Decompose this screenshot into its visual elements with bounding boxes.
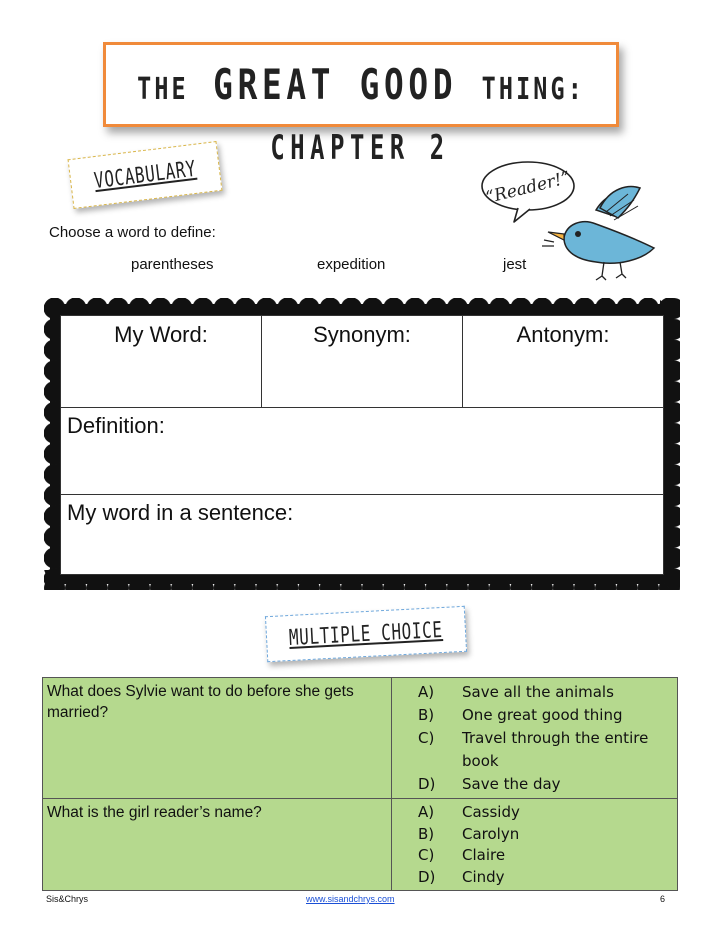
sentence-field[interactable]: My word in a sentence: bbox=[67, 500, 294, 525]
vocabulary-tag: VOCABULARY bbox=[68, 141, 223, 209]
question-1-options bbox=[392, 678, 678, 799]
option-item[interactable]: A) Cassidy bbox=[418, 803, 520, 821]
option-item[interactable]: D) Cindy bbox=[418, 867, 505, 886]
vocab-table bbox=[60, 315, 664, 575]
option-item[interactable]: B) One great good thing bbox=[418, 706, 623, 724]
page-number: 6 bbox=[660, 894, 666, 904]
option-item[interactable]: B) Carolyn bbox=[418, 824, 520, 843]
question-1: What does Sylvie want to do before she gets married? bbox=[43, 678, 392, 799]
chapter-subtitle: CHAPTER 2 bbox=[270, 128, 450, 168]
footer-brand: Sis&Chrys bbox=[46, 894, 89, 904]
synonym-field[interactable]: Synonym: bbox=[262, 316, 463, 407]
vocab-word-3: jest bbox=[503, 256, 527, 273]
multiple-choice-tag: MULTIPLE CHOICE bbox=[265, 606, 467, 662]
vocab-word-1: parentheses bbox=[131, 256, 214, 273]
vocab-table-header-row bbox=[61, 316, 663, 408]
vocab-word-2: expedition bbox=[317, 256, 386, 273]
bird-speech-text: “Reader!” bbox=[483, 167, 573, 209]
instruction-text: Choose a word to define: bbox=[49, 224, 216, 241]
page-title: THE GREAT GOOD THING: bbox=[137, 60, 585, 109]
option-item[interactable]: A) Save all the animals bbox=[418, 683, 614, 701]
speech-bubble bbox=[482, 162, 574, 222]
table-row bbox=[43, 799, 678, 891]
multiple-choice-table bbox=[42, 677, 678, 891]
antonym-field[interactable]: Antonym: bbox=[516, 322, 610, 347]
footer-link[interactable]: www.sisandchrys.com bbox=[306, 894, 395, 904]
option-item[interactable]: C) Travel through the entire book bbox=[418, 729, 649, 770]
option-item[interactable]: C) Claire bbox=[418, 846, 506, 864]
title-banner bbox=[103, 42, 619, 127]
question-2: What is the girl reader’s name? bbox=[43, 799, 392, 891]
question-2-options bbox=[392, 799, 678, 891]
option-item[interactable]: D) Save the day bbox=[418, 775, 561, 793]
table-row bbox=[43, 678, 678, 799]
my-word-field[interactable]: My Word: bbox=[61, 316, 262, 407]
definition-field[interactable]: Definition: bbox=[61, 408, 663, 495]
